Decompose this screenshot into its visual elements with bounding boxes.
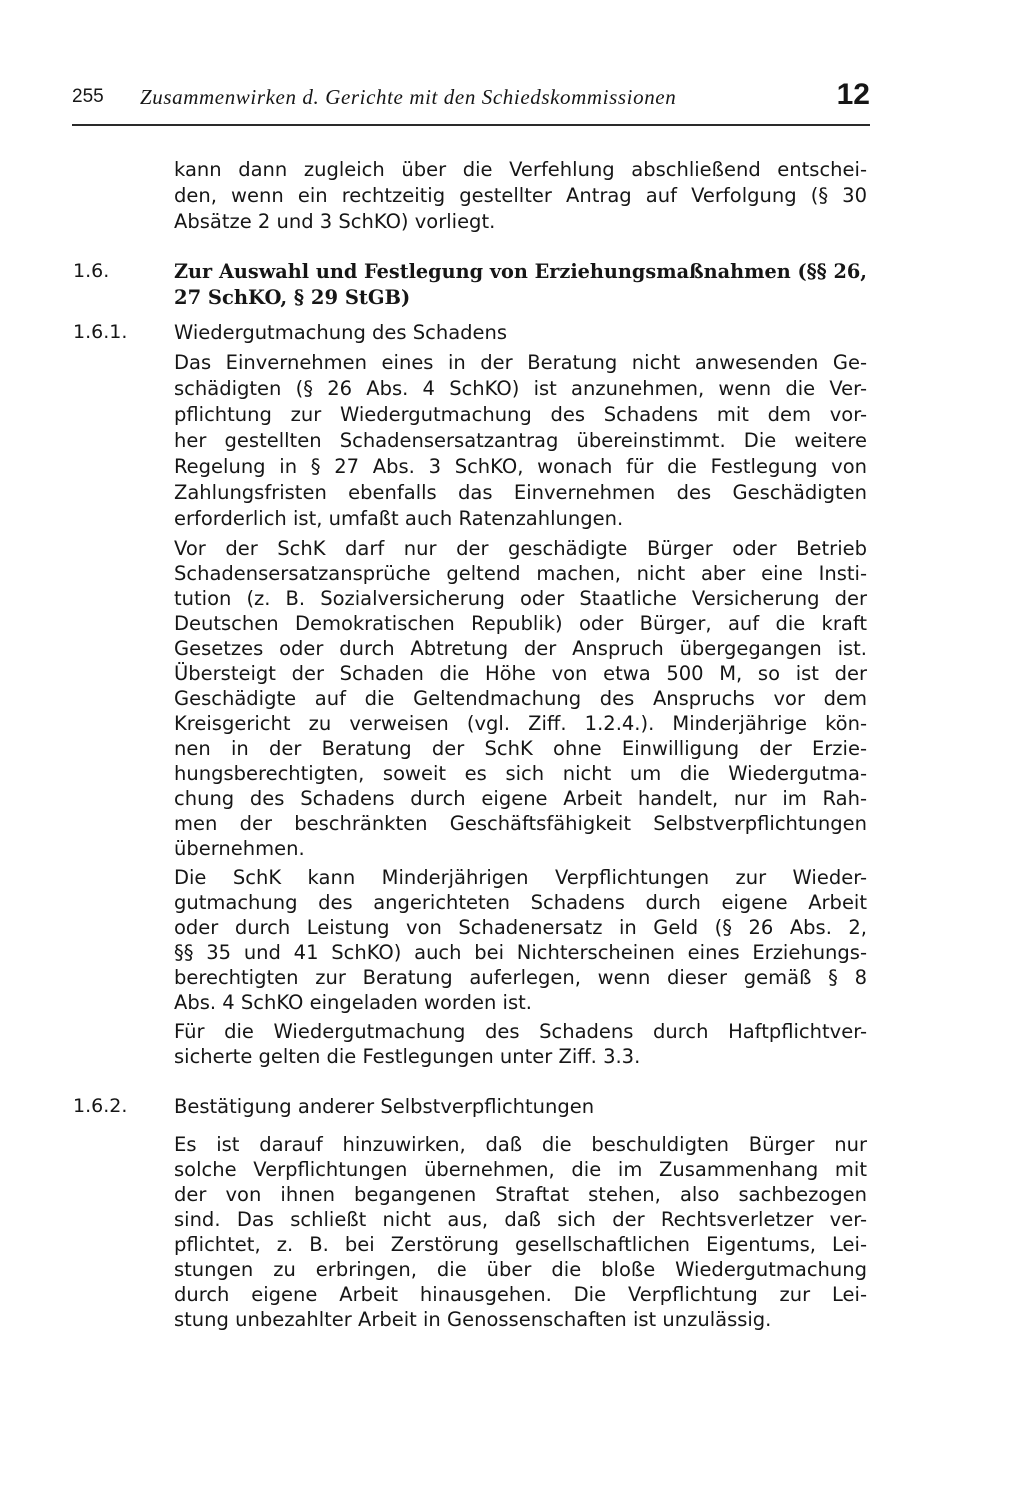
paragraph-line: der von ihnen begangenen Straftat stehen, also sachbezogen (174, 1183, 867, 1206)
paragraph-line: pflichtet, z. B. bei Zerstörung gesellschaftlichen Eigentums, Lei- (174, 1233, 867, 1256)
paragraph-line: berechtigten zur Beratung auferlegen, wenn dieser gemäß § 8 (174, 966, 867, 989)
paragraph-line: pflichtung zur Wiedergutmachung des Schadens mit dem vor- (174, 403, 867, 426)
paragraph-line: Geschädigte auf die Geltendmachung des Anspruchs vor dem (174, 687, 867, 710)
paragraph-line: Regelung in § 27 Abs. 3 SchKO, wonach für die Festlegung von (174, 455, 867, 478)
paragraph-line: Übersteigt der Schaden die Höhe von etwa 500 M, so ist der (174, 662, 867, 685)
page-number: 255 (72, 86, 104, 107)
intro-line: Absätze 2 und 3 SchKO) vorliegt. (174, 210, 496, 233)
paragraph-line: Es ist darauf hinzuwirken, daß die beschuldigten Bürger nur (174, 1133, 867, 1156)
paragraph-line: Zahlungsfristen ebenfalls das Einvernehmen des Geschädigten (174, 481, 867, 504)
paragraph-line: hungsberechtigten, soweit es sich nicht um die Wiedergutma- (174, 762, 867, 785)
paragraph-line: gutmachung des angerichteten Schadens durch eigene Arbeit (174, 891, 867, 914)
paragraph-line: übernehmen. (174, 837, 305, 860)
page-header (72, 80, 870, 120)
subsection-title: Wiedergutmachung des Schadens (174, 321, 508, 344)
section-title-line: Zur Auswahl und Festlegung von Erziehungsmaßnahmen (§§ 26, (174, 260, 867, 283)
paragraph-line: Für die Wiedergutmachung des Schadens durch Haftpflichtver- (174, 1020, 867, 1043)
paragraph-line: sind. Das schließt nicht aus, daß sich der Rechtsverletzer ver- (174, 1208, 867, 1231)
paragraph-line: Deutschen Demokratischen Republik) oder Bürger, auf die kraft (174, 612, 867, 635)
section-title-line: 27 SchKO, § 29 StGB) (174, 286, 411, 309)
running-head: Zusammenwirken d. Gerichte mit den Schiedskommissionen (140, 85, 677, 109)
paragraph-line: §§ 35 und 41 SchKO) auch bei Nichterscheinen eines Erziehungs- (174, 941, 867, 964)
paragraph-line: nen in der Beratung der SchK ohne Einwilligung der Erzie- (174, 737, 867, 760)
paragraph-line: Die SchK kann Minderjährigen Verpflichtungen zur Wieder- (174, 866, 867, 889)
paragraph-line: Abs. 4 SchKO eingeladen worden ist. (174, 991, 532, 1014)
paragraph-line: her gestellten Schadensersatzantrag übereinstimmt. Die weitere (174, 429, 867, 452)
paragraph-line: Vor der SchK darf nur der geschädigte Bürger oder Betrieb (174, 537, 867, 560)
paragraph-line: tution (z. B. Sozialversicherung oder Staatliche Versicherung der (174, 587, 867, 610)
intro-line: kann dann zugleich über die Verfehlung abschließend entschei- (174, 158, 867, 181)
section-number-1-6-2: 1.6.2. (73, 1095, 128, 1117)
paragraph-line: sicherte gelten die Festlegungen unter Ziff. 3.3. (174, 1045, 641, 1068)
subsection-title: Bestätigung anderer Selbstverpflichtungen (174, 1095, 595, 1118)
paragraph-line: stung unbezahlter Arbeit in Genossenschaften ist unzulässig. (174, 1308, 772, 1331)
section-number-1-6: 1.6. (73, 260, 110, 282)
section-number-1-6-1: 1.6.1. (73, 321, 128, 343)
paragraph-line: erforderlich ist, umfaßt auch Ratenzahlungen. (174, 507, 624, 530)
paragraph-line: solche Verpflichtungen übernehmen, die im Zusammenhang mit (174, 1158, 867, 1181)
paragraph-line: Gesetzes oder durch Abtretung der Anspruch übergegangen ist. (174, 637, 867, 660)
paragraph-line: chung des Schadens durch eigene Arbeit handelt, nur im Rah- (174, 787, 867, 810)
paragraph-line: Das Einvernehmen eines in der Beratung nicht anwesenden Ge- (174, 351, 867, 374)
chapter-number: 12 (836, 78, 870, 111)
paragraph-line: Schadensersatzansprüche geltend machen, nicht aber eine Insti- (174, 562, 867, 585)
paragraph-line: men der beschränkten Geschäftsfähigkeit Selbstverpflichtungen (174, 812, 867, 835)
paragraph-line: durch eigene Arbeit hinausgehen. Die Verpflichtung zur Lei- (174, 1283, 867, 1306)
intro-line: den, wenn ein rechtzeitig gestellter Antrag auf Verfolgung (§ 30 (174, 184, 867, 207)
paragraph-line: Kreisgericht zu verweisen (vgl. Ziff. 1.2.4.). Minderjährige kön- (174, 712, 867, 735)
paragraph-line: stungen zu erbringen, die über die bloße Wiedergutmachung (174, 1258, 867, 1281)
header-rule (72, 124, 870, 126)
paragraph-line: oder durch Leistung von Schadenersatz in Geld (§ 26 Abs. 2, (174, 916, 867, 939)
paragraph-line: schädigten (§ 26 Abs. 4 SchKO) ist anzunehmen, wenn die Ver- (174, 377, 867, 400)
